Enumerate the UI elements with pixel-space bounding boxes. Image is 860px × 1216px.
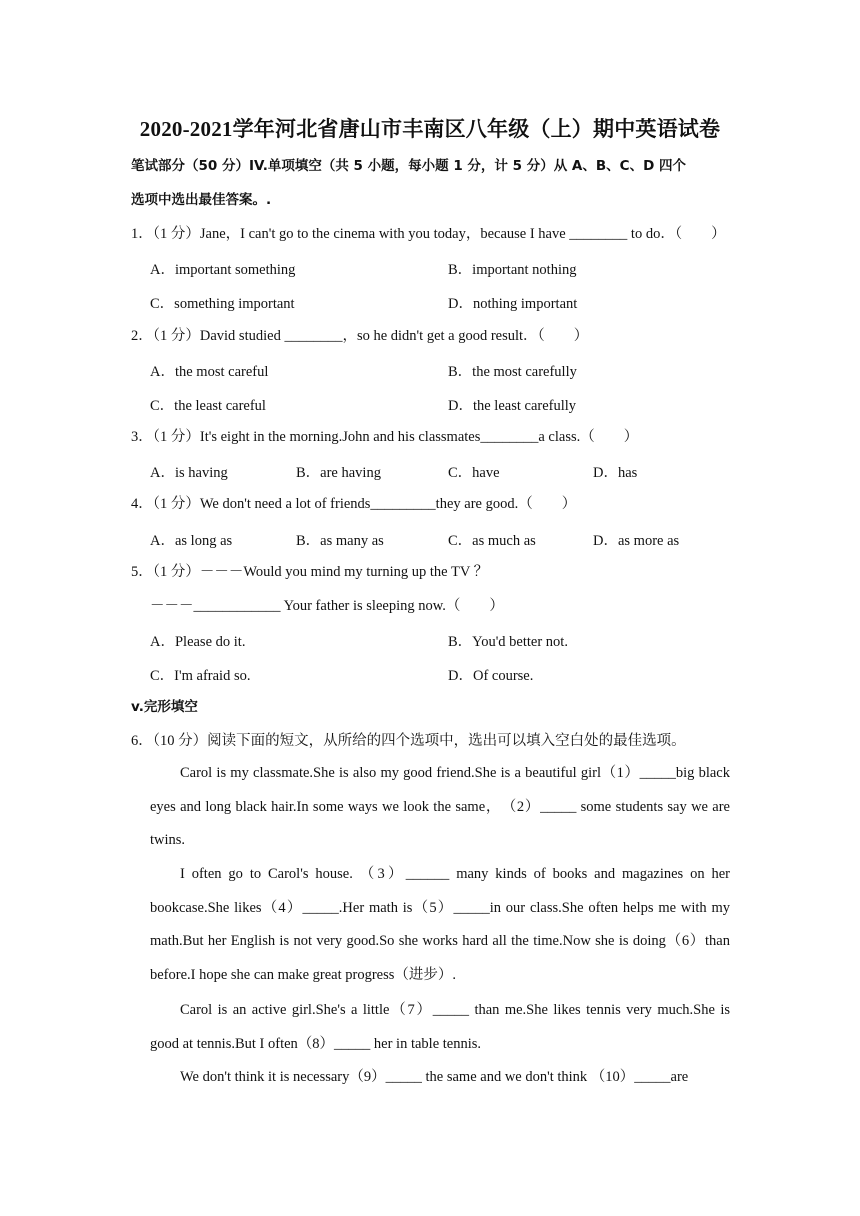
question-6-stem: 6．（10 分）阅读下面的短文，从所给的四个选项中，选出可以填入空白处的最佳选项。: [131, 733, 686, 749]
question-3-option-d: D．has: [593, 465, 638, 481]
question-3-option-a: A．is having: [150, 465, 228, 481]
passage-paragraph-2: I often go to Carol's house. （3）______ many kinds of books and magazines on her bookcase.She likes（4）_____.Her math is（5）_____in our class.She often helps me with my math.But her English is not very good.So she works hard all the time.Now she is doing（6）than before.I hope she can make great progress（进步）.: [150, 866, 730, 984]
question-1-option-a: A．important something: [150, 262, 296, 278]
question-3-option-b: B．are having: [296, 465, 381, 481]
question-2-option-c: C．the least careful: [150, 398, 266, 414]
question-4-option-d: D．as more as: [593, 533, 680, 549]
question-2-option-d: D．the least carefully: [448, 398, 577, 414]
cloze-heading: v.完形填空: [131, 699, 198, 715]
passage-paragraph-4: We don't think it is necessary（9）_____ the same and we don't think （10）_____are: [180, 1069, 689, 1085]
question-2-option-a: A．the most careful: [150, 364, 269, 380]
question-4-stem: 4．（1 分）We don't need a lot of friends_________they are good.（ ）: [131, 496, 577, 512]
question-5-option-c: C．I'm afraid so.: [150, 668, 251, 684]
page-title: 2020-2021学年河北省唐山市丰南区八年级（上）期中英语试卷: [139, 117, 721, 141]
question-4-option-c: C．as much as: [448, 533, 536, 549]
question-2-stem: 2．（1 分）David studied ________，so he didn't get a good result．（ ）: [131, 328, 589, 344]
question-3-option-c: C．have: [448, 465, 500, 481]
section-heading-cont: 选项中选出最佳答案。.: [131, 192, 272, 208]
question-5-option-a: A．Please do it.: [150, 634, 246, 650]
question-5-option-b: B．You'd better not.: [448, 634, 568, 650]
question-4-option-a: A．as long as: [150, 533, 233, 549]
section-heading: 笔试部分（50 分）IV.单项填空（共 5 小题，每小题 1 分，计 5 分）从 A、B、C、D 四个: [131, 158, 686, 174]
question-5-option-d: D．Of course.: [448, 668, 534, 684]
question-1-option-b: B．important nothing: [448, 262, 577, 278]
question-5-stem: 5．（1 分）－－－Would you mind my turning up the TV ？: [131, 564, 489, 580]
passage-paragraph-3: Carol is an active girl.She's a little（7）_____ than me.She likes tennis very much.She is good at tennis.But I often（8）_____ her in table tennis.: [150, 1002, 730, 1052]
question-3-stem: 3．（1 分）It's eight in the morning.John and his classmates________a class.（ ）: [131, 429, 639, 445]
question-5-stem-cont: －－－____________ Your father is sleeping now.（ ）: [150, 598, 504, 614]
question-1-option-d: D．nothing important: [448, 296, 578, 312]
question-1-option-c: C．something important: [150, 296, 295, 312]
question-1-stem: 1．（1 分）Jane，I can't go to the cinema with you today，because I have ________ to do．（ ）: [131, 226, 726, 242]
question-4-option-b: B．as many as: [296, 533, 384, 549]
passage-paragraph-1: Carol is my classmate.She is also my good friend.She is a beautiful girl（1）_____big black eyes and long black hair.In some ways we look the same， （2）_____ some students say we are twins.: [150, 765, 730, 849]
question-2-option-b: B．the most carefully: [448, 364, 577, 380]
